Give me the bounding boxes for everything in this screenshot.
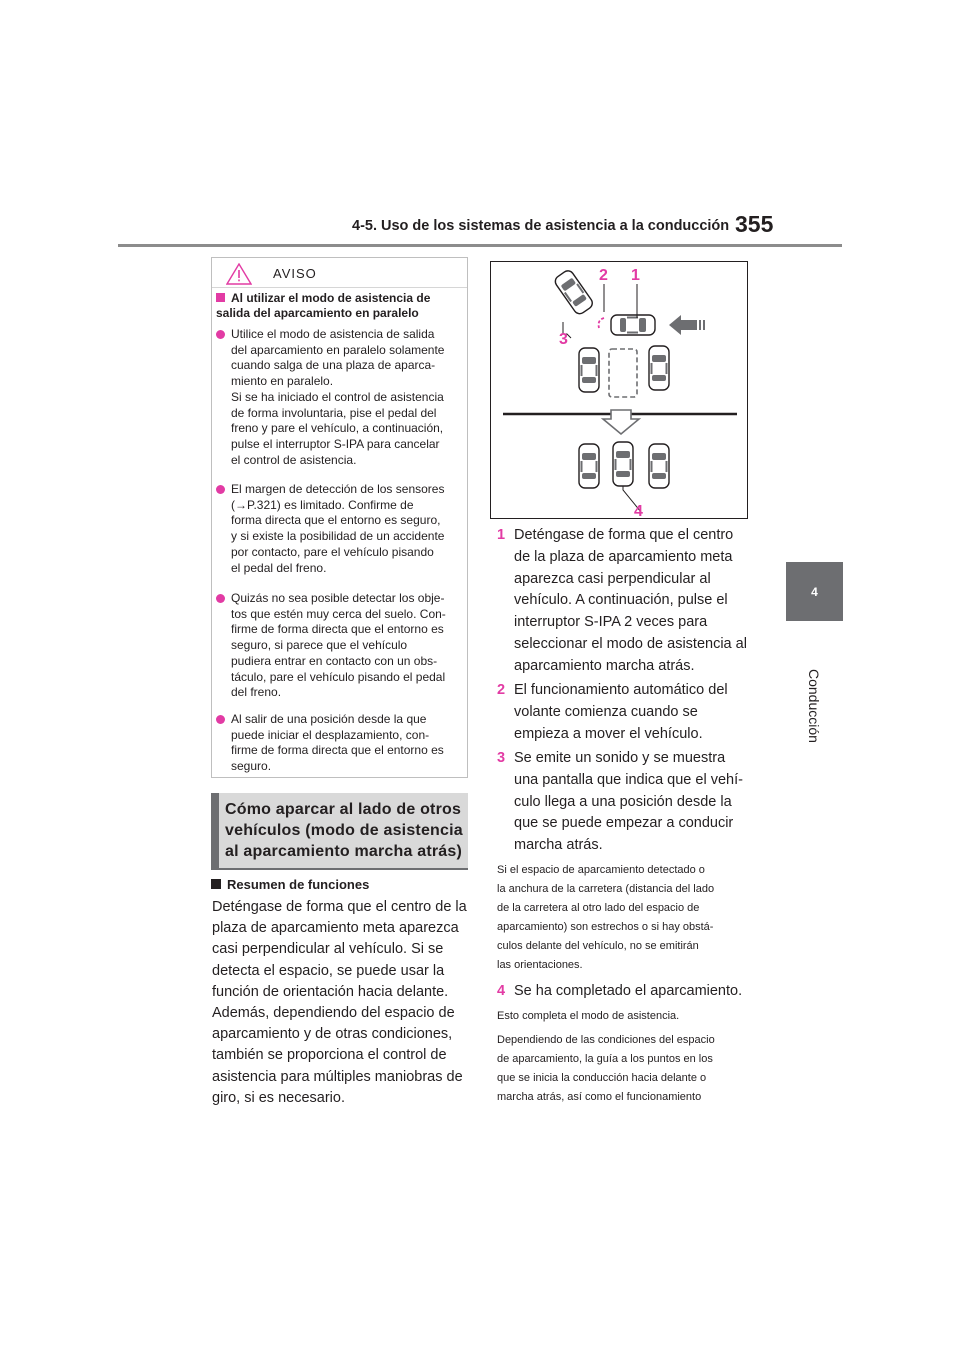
parked-car <box>649 346 669 390</box>
bullet-icon <box>216 485 225 494</box>
warning-item-text: Utilice el modo de asistencia de salida del aparcamiento en paralelo solamente cuando salga de una plaza de aparca- miento en paralelo. Si se ha iniciado el control de asistencia de forma involuntaria, pise el pedal del freno y pare el vehículo, a continuación, pulse el interruptor S-IPA para cancelar el control de asistencia. <box>231 327 445 467</box>
warning-divider <box>212 287 467 288</box>
warning-triangle-icon <box>226 263 252 285</box>
parking-illustration <box>491 262 747 518</box>
header-divider <box>118 244 842 247</box>
summary-subheading-text: Resumen de funciones <box>227 877 370 892</box>
section-heading <box>211 793 468 868</box>
step-text: Se ha completado el aparcamiento. <box>514 983 743 999</box>
callout-4: 4 <box>634 503 643 518</box>
car-turning <box>553 269 595 317</box>
parked-car-final <box>613 442 633 486</box>
warning-item-text: El margen de detección de los sensores (→P.321) es limitado. Confirme de forma directa que el entorno es seguro, y si existe la posibilidad de un accidente por contacto, pare el vehículo pisando el pedal del freno. <box>231 482 445 575</box>
warning-title: AVISO <box>273 266 317 281</box>
summary-subheading <box>211 877 369 892</box>
chapter-tab <box>786 562 843 621</box>
warning-item <box>216 482 464 576</box>
section-heading-text: Cómo aparcar al lado de otros vehículos (modo de asistencia al aparcamiento marcha atrás) <box>225 801 463 860</box>
warning-item <box>216 327 464 468</box>
parking-diagram <box>490 261 748 519</box>
direction-arrow-icon <box>669 315 705 335</box>
heading-underline <box>211 868 468 870</box>
step-number: 2 <box>497 682 506 698</box>
section-title: 4-5. Uso de los sistemas de asistencia a la conducción <box>352 218 730 234</box>
note-text: Esto completa el modo de asistencia. <box>497 1010 680 1022</box>
square-bullet-icon <box>216 293 225 302</box>
warning-subheading-text: Al utilizar el modo de asistencia de salida del aparcamiento en paralelo <box>216 291 431 320</box>
bullet-icon <box>216 715 225 724</box>
warning-box <box>211 257 468 778</box>
step-text: Deténgase de forma que el centro de la plaza de aparcamiento meta aparezca casi perpendicular al vehículo. A continuación, pulse el interruptor S-IPA 2 veces para seleccionar el modo de asistencia al aparcamiento marcha atrás. <box>514 527 747 674</box>
note-text: Si el espacio de aparcamiento detectado o la anchura de la carretera (distancia del lado de la carretera al otro lado del espacio de aparcamiento) son estrechos o si hay obstá- culos delante del vehículo, no se emitirán las orientaciones. <box>497 864 715 971</box>
page-number: 355 <box>735 211 774 237</box>
callout-1: 1 <box>631 267 640 284</box>
warning-item <box>216 712 464 775</box>
step-item <box>497 525 757 678</box>
parked-car <box>579 348 599 392</box>
summary-body: Deténgase de forma que el centro de la plaza de aparcamiento meta aparezca casi perpendicular al vehículo. Si se detecta el espacio, se puede usar la función de orientación hacia delante. Además, dependiendo del espacio de aparcamiento y de otras condiciones, también se proporciona el control de asistencia para múltiples maniobras de giro, si es necesario. <box>212 899 467 1106</box>
parked-car <box>649 444 669 488</box>
step-number: 1 <box>497 527 506 543</box>
parked-car <box>579 444 599 488</box>
bullet-icon <box>216 330 225 339</box>
guidance-path <box>599 318 604 328</box>
step-text: El funcionamiento automático del volante comienza cuando se empieza a mover el vehículo. <box>514 682 728 742</box>
step-item <box>497 981 757 1003</box>
car-start <box>611 315 655 335</box>
warning-item-text: Quizás no sea posible detectar los obje- tos que estén muy cerca del suelo. Con- firme de forma directa que el entorno es seguro, si parece que el vehículo pudiera entrar en contacto con un obs- táculo, pare el vehículo pisando el pedal del freno. <box>231 591 446 700</box>
step-number: 4 <box>497 983 506 999</box>
step-item <box>497 748 757 857</box>
chapter-number: 4 <box>811 584 818 599</box>
step-item <box>497 680 757 745</box>
callout-3: 3 <box>559 331 568 348</box>
bullet-icon <box>216 594 225 603</box>
warning-subheading <box>216 291 461 321</box>
warning-item-text: Al salir de una posición desde la que puede iniciar el desplazamiento, con- firme de forma directa que el entorno es seguro. <box>231 712 444 774</box>
callout-2: 2 <box>599 267 608 284</box>
chapter-label: Conducción <box>806 669 822 743</box>
note-text: Dependiendo de las condiciones del espacio de aparcamiento, la guía a los puntos en los que se inicia la conducción hacia delante o marcha atrás, así como el funcionamiento <box>497 1034 715 1103</box>
heading-accent-bar <box>211 793 219 868</box>
target-parking-space <box>609 349 637 397</box>
warning-item <box>216 591 464 701</box>
step-number: 3 <box>497 750 506 766</box>
warning-header <box>212 258 467 288</box>
step-text: Se emite un sonido y se muestra una pantalla que indica que el vehí- culo llega a una posición desde la que se puede empezar a conducir marcha atrás. <box>514 750 743 854</box>
square-bullet-icon <box>211 879 221 889</box>
